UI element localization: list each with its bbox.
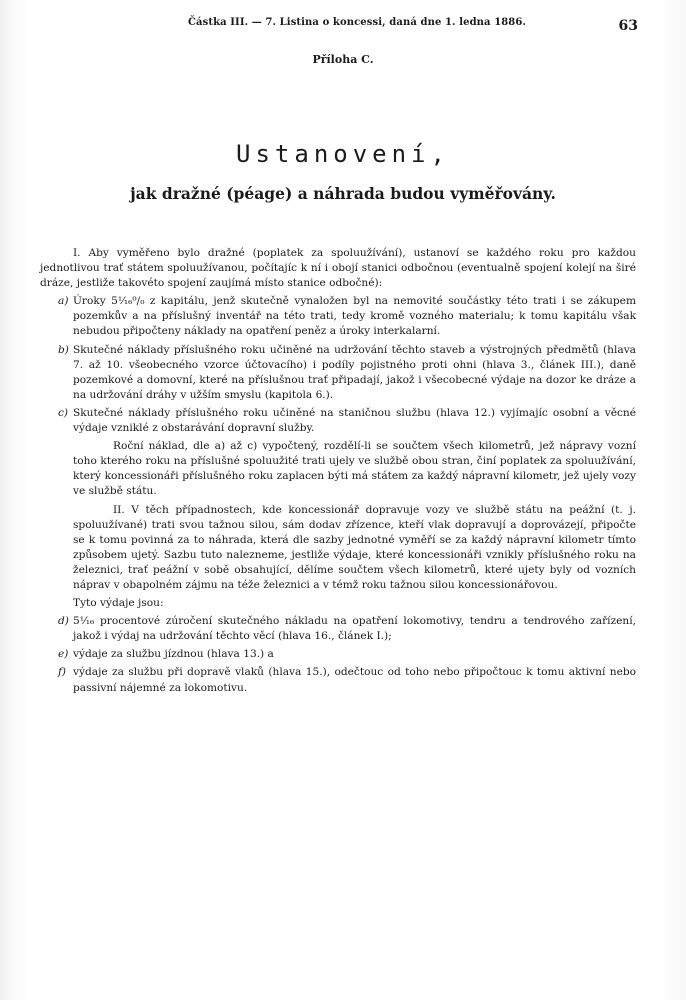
list-item-a (40, 294, 636, 339)
paragraph-section-2: II. V těch případnostech, kde koncessionář dopravuje vozy ve službě státu na peážní (t. j. spoluužívané) trati svou tažnou silou, sám dodav zřízence, kteří vlak dopravují a doprovázejí, připočte se k tomu povinná za to náhrada, která dle sazby jednotné vyměří se za každý nápravní kilometr tímto způsobem ujetý. Sazbu tuto nalezneme, jestliže výdaje, které koncessionáři vznikly příslušného roku na železnici, trať peážní v sobě obsahující, dělíme součtem všech kilometrů, které ujety byly od vozních náprav v obapolném zájmu na téže železnici a v témž roku tažnou silou koncessionářovou. (73, 503, 636, 591)
list-text-b: Skutečné náklady příslušného roku učiněné na udržování těchto staveb a výstrojných předmětů (hlava 7. až 10. všeobecného vzorce účtovacího) i podíly pojistného proti ohni (hlava 3., článek III.), daně pozemkové a domovní, které na příslušnou trať připadají, jakož i všecobecné výdaje na dozor ke dráze a na udržování dráhy v užším smyslu (kapitola 6.). (73, 343, 636, 401)
list-item-e (40, 647, 636, 662)
list-item-d (40, 614, 636, 644)
list-item-f (40, 665, 636, 695)
paragraph-costs-intro: Tyto výdaje jsou: (73, 597, 164, 610)
page-number: 63 (618, 18, 638, 34)
page-title: Ustanovení, (236, 140, 450, 168)
list-marker-f: f) (58, 666, 67, 679)
list-marker-a: a) (58, 295, 69, 308)
paragraph-section-1: I. Aby vyměřeno bylo dražné (poplatek za spoluužívání), ustanoví se každého roku pro každou jednotlivou trať státem spoluužívanou, počítajíc k ní i obojí stanici odbočnou (eventualně spojení kolejí na širé dráze, jestliže takovéto spojení zaujímá místo stanice odbočné): (40, 247, 636, 290)
list-text-a: Úroky 5¹⁄₁₆⁰/₀ z kapitálu, jenž skutečně vynaložen byl na nemovité součástky této trati i se zákupem pozemkův a na příslušný inventář na této trati, tedy kromě vozného materialu; k tomu kapitálu však nebudou připočteny náklady na opatření peněz a úroky interkalarní. (73, 295, 636, 338)
document-body (40, 246, 636, 696)
list-marker-d: d) (58, 615, 69, 628)
page-subtitle: jak dražné (péage) a náhrada budou vyměřovány. (130, 184, 556, 203)
list-item-b (40, 343, 636, 403)
list-marker-c: c) (58, 406, 69, 419)
list-text-f: výdaje za službu při dopravě vlaků (hlava 15.), odečtouc od toho nebo připočtouc k tomu aktivní nebo passivní nájemné za lokomotivu. (73, 666, 636, 694)
running-head: Částka III. — 7. Listina o koncessi, daná dne 1. ledna 1886. (188, 17, 527, 28)
list-item-c (40, 406, 636, 436)
list-marker-e: e) (58, 648, 69, 661)
list-text-e: výdaje za službu jízdnou (hlava 13.) a (73, 648, 274, 661)
paragraph-annual-cost: Roční náklad, dle a) až c) vypočtený, rozdělí-li se součtem všech kilometrů, jež nápravy vozní toho kterého roku na příslušné spoluužité trati ujely ve službě obou stran, činí poplatek za spoluužívání, který koncessionáři příslušného roku zaplacen býti má státem za každý nápravní kilometr, jež ujely vozy ve službě státu. (73, 440, 636, 498)
list-marker-b: b) (58, 343, 69, 356)
list-text-c: Skutečné náklady příslušného roku učiněné na staničnou službu (hlava 12.) vyjímajíc osobní a věcné výdaje vzniklé z obstarávání dopravní služby. (73, 406, 636, 435)
section-2-block (40, 503, 636, 594)
list-text-d: 5¹⁄₁₆ procentové zúročení skutečného nákladu na opatření lokomotivy, tendru a tendrového zařízení, jakož i výdaj na udržování těchto věcí (hlava 16., článek I.); (73, 615, 636, 643)
annex-label: Příloha C. (312, 53, 374, 66)
annual-cost-block (40, 439, 636, 499)
